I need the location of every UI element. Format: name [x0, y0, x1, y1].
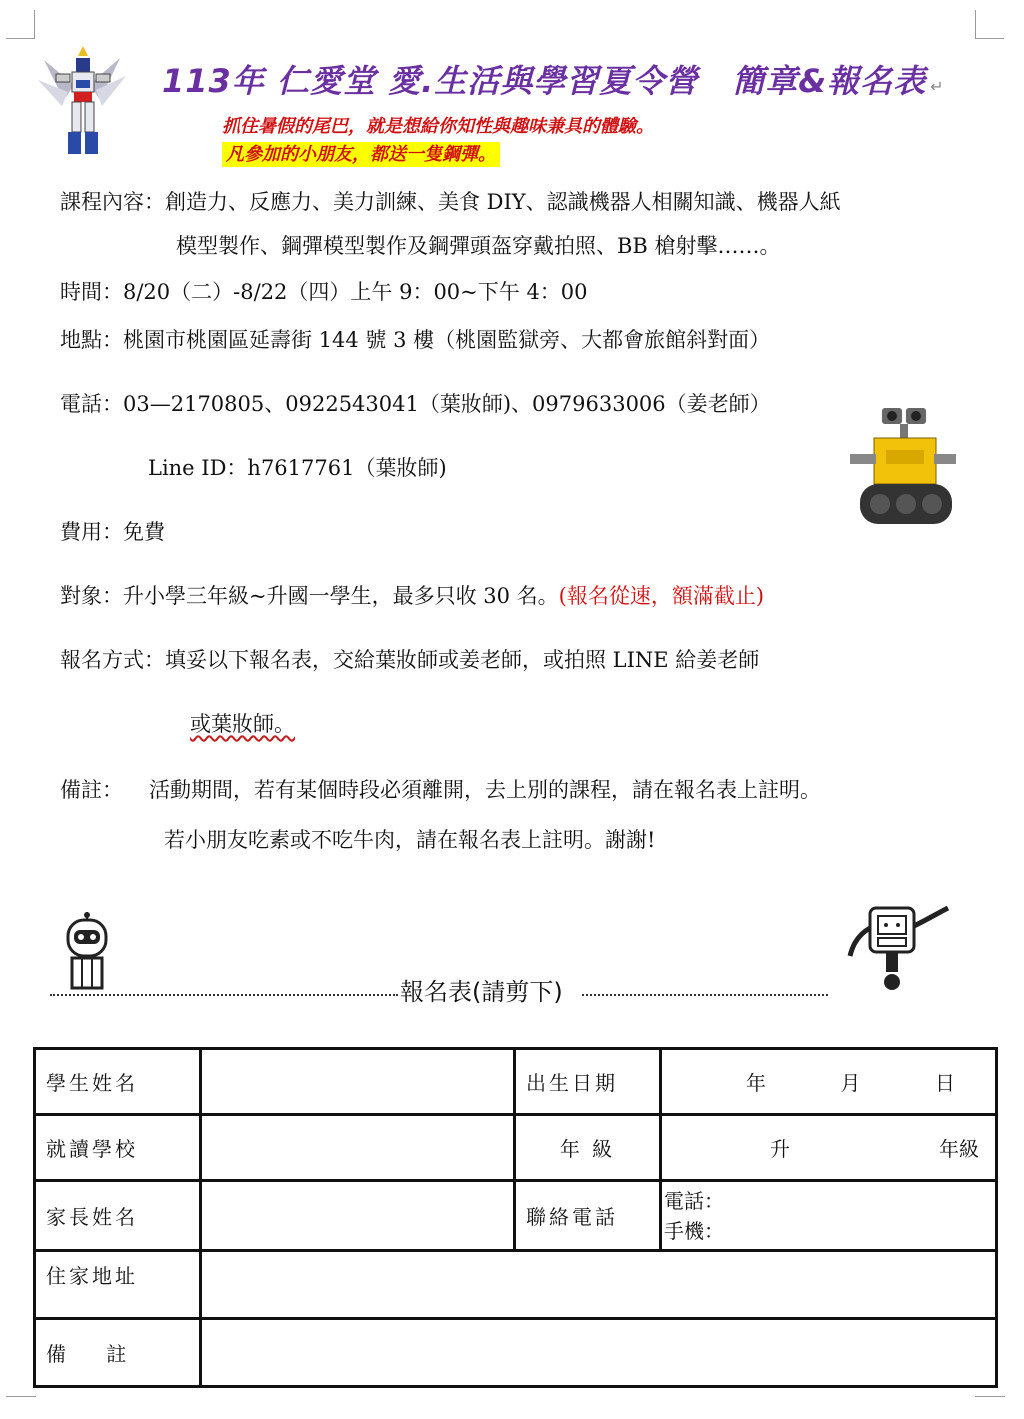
contact-phone-label: 聯絡電話: [515, 1181, 661, 1251]
registration-form: [33, 1047, 998, 1388]
contact-phone-field[interactable]: [661, 1181, 997, 1251]
course-row: 課程內容：創造力、反應力、美力訓練、美食 DIY、認識機器人相關知識、機器人紙: [60, 190, 841, 214]
birth-date-label: 出生日期: [515, 1049, 661, 1115]
student-name-field[interactable]: [201, 1049, 515, 1115]
address-label: 住家地址: [35, 1251, 201, 1319]
phone-row: 電話：03—2170805、0922543041（葉妝師)、0979633006（姜老師）: [60, 392, 771, 416]
grade-field[interactable]: 升 年級: [661, 1115, 997, 1181]
tel-label: 電話：: [664, 1188, 724, 1213]
remarks-label: 備 註: [35, 1319, 201, 1387]
mobile-label: 手機：: [664, 1218, 724, 1243]
parent-name-field[interactable]: [201, 1181, 515, 1251]
method-line-2: 或葉妝師。: [190, 712, 295, 736]
tracked-robot-icon: [846, 404, 962, 534]
line-id: Line ID：h7617761（葉妝師): [148, 456, 447, 480]
address-field[interactable]: [201, 1251, 997, 1319]
time-row: 時間：8/20（二）-8/22（四）上午 9：00~下午 4：00: [60, 280, 588, 304]
page-corner-mark: [6, 1396, 36, 1407]
grade-label: 年 級: [515, 1115, 661, 1181]
school-label: 就讀學校: [35, 1115, 201, 1181]
cut-line-label: 報名表(請剪下): [400, 978, 563, 1006]
remarks-field[interactable]: [201, 1319, 997, 1387]
birth-date-field[interactable]: 年 月 日: [661, 1049, 997, 1115]
slogan-highlight: 凡參加的小朋友，都送一隻鋼彈。: [222, 140, 500, 166]
gundam-robot-icon: [34, 40, 130, 160]
place-row: 地點：桃園市桃園區延壽街 144 號 3 樓（桃園監獄旁、大都會旅館斜對面）: [60, 328, 771, 352]
slogan-line: 抓住暑假的尾巴，就是想給你知性與趣味兼具的體驗。: [222, 116, 654, 137]
course-line-2: 模型製作、鋼彈模型製作及鋼彈頭盔穿戴拍照、BB 槍射擊……。: [176, 234, 781, 258]
method-row: 報名方式：填妥以下報名表，交給葉妝師或姜老師，或拍照 LINE 給姜老師: [60, 648, 760, 672]
note-line-2: 若小朋友吃素或不吃牛肉，請在報名表上註明。謝謝!: [164, 828, 656, 852]
note-row: 備註： 活動期間，若有某個時段必須離開，去上別的課程，請在報名表上註明。: [60, 778, 821, 802]
page-corner-mark: [975, 10, 1004, 39]
deadline-note: (報名從速，額滿截止): [558, 584, 765, 608]
school-field[interactable]: [201, 1115, 515, 1181]
fee-row: 費用：免費: [60, 520, 165, 544]
robot-right-icon: [846, 904, 952, 992]
cut-line: [50, 972, 830, 1006]
page-corner-mark: [975, 1396, 1005, 1407]
page-title: 113年 仁愛堂 愛.生活與學習夏令營 簡章&報名表 ↵: [162, 62, 945, 100]
student-name-label: 學生姓名: [35, 1049, 201, 1115]
target-row: 對象：升小學三年級~升國一學生，最多只收 30 名。(報名從速，額滿截止): [60, 584, 765, 608]
parent-name-label: 家長姓名: [35, 1181, 201, 1251]
page-corner-mark: [6, 10, 35, 39]
